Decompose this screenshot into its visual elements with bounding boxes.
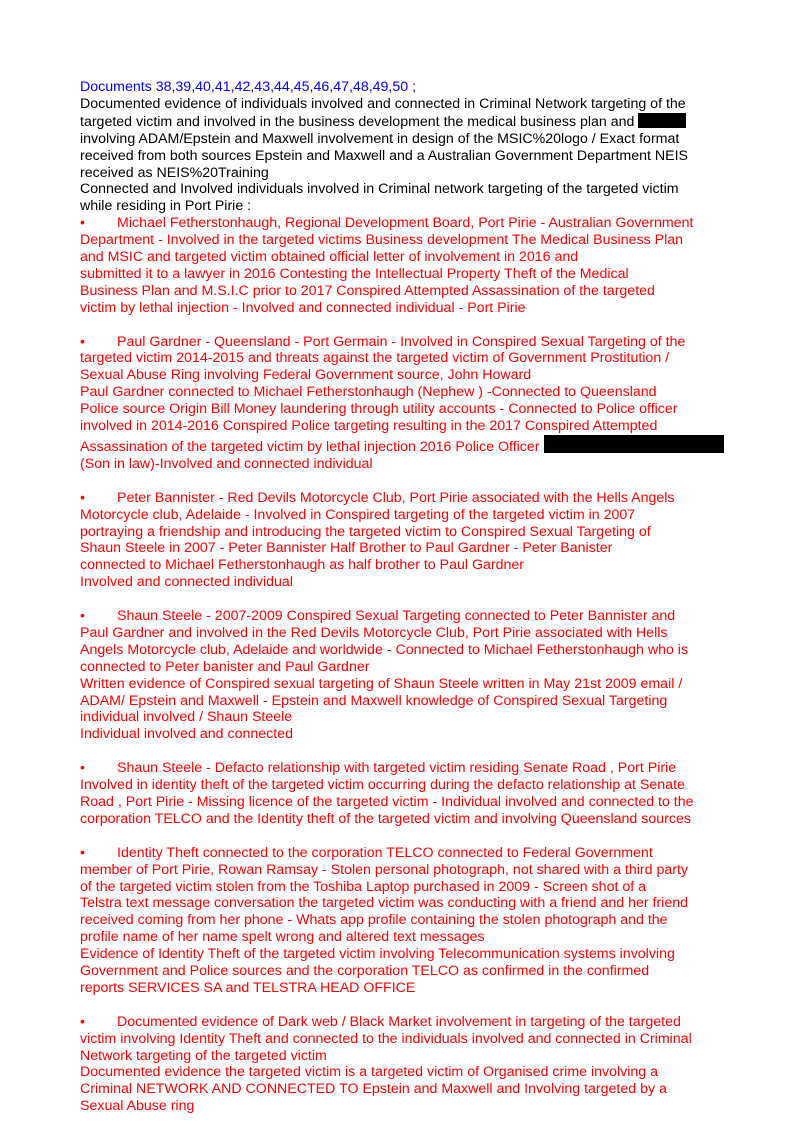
document-heading: Documents 38,39,40,41,42,43,44,45,46,47,48,49,50 ; (80, 79, 417, 95)
entry-line: Individual involved and connected (80, 726, 293, 743)
bullet-line: • Identity Theft connected to the corporation TELCO connected to Federal Government (80, 844, 653, 861)
entry-identity-theft (80, 845, 740, 997)
bullet-icon: • (80, 1013, 85, 1030)
entry-line: of the targeted victim stolen from the Toshiba Laptop purchased in 2009 - Screen shot of a (80, 878, 647, 895)
intro-line: Connected and Involved individuals involved in Criminal network targeting of the targeted victim (80, 181, 679, 198)
entry-line: victim by lethal injection - Involved and connected individual - Port Pirie (80, 299, 526, 316)
entry-line: involved in 2014-2016 Conspired Police targeting resulting in the 2017 Conspired Attempted (80, 418, 658, 435)
entry-line: Documented evidence the targeted victim is a targeted victim of Organised crime involving a (80, 1064, 659, 1081)
entry-dark-web (80, 1014, 740, 1115)
entry-shaun-steele-targeting (80, 608, 740, 743)
entry-line: portraying a friendship and introducing the targeted victim to Conspired Sexual Targeting of (80, 523, 651, 540)
bullet-line: • Shaun Steele - 2007-2009 Conspired Sexual Targeting connected to Peter Bannister and (80, 608, 676, 625)
intro-line: involving ADAM/Epstein and Maxwell involvement in design of the MSIC%20logo / Exact format (80, 130, 680, 147)
entry-line: submitted it to a lawyer in 2016 Contesting the Intellectual Property Theft of the Medical (80, 265, 629, 282)
redaction-block (638, 113, 686, 128)
entry-line: Shaun Steele in 2007 - Peter Bannister Half Brother to Paul Gardner - Peter Banister (80, 540, 613, 557)
entry-line: received coming from her phone - Whats app profile containing the stolen photograph and the (80, 912, 668, 929)
bullet-icon: • (80, 333, 85, 350)
bullet-icon: • (80, 489, 85, 506)
entry-line: profile name of her name spelt wrong and altered text messages (80, 929, 485, 946)
entry-line: corporation TELCO and the Identity theft of the targeted victim and involving Queensland sources (80, 810, 691, 827)
entry-line: Sexual Abuse Ring involving Federal Government source, John Howard (80, 367, 532, 384)
bullet-line: • Michael Fetherstonhaugh, Regional Development Board, Port Pirie - Australian Government (80, 215, 694, 232)
entry-line: and MSIC and targeted victim obtained official letter of involvement in 2016 and (80, 249, 579, 266)
entry-line: Network targeting of the targeted victim (80, 1047, 327, 1064)
intro-line: while residing in Port Pirie : (80, 198, 252, 215)
entry-line: Assassination of the targeted victim by lethal injection 2016 Police Officer (80, 435, 740, 456)
bullet-line: • Documented evidence of Dark web / Black Market involvement in targeting of the targeted (80, 1013, 681, 1030)
entry-line: Criminal NETWORK AND CONNECTED TO Epstein and Maxwell and Involving targeted by a (80, 1081, 667, 1098)
entry-line: Paul Gardner and involved in the Red Devils Motorcycle Club, Port Pirie associated with Hells (80, 624, 668, 641)
entry-line: victim involving Identity Theft and connected to the individuals involved and connected in Criminal (80, 1030, 692, 1047)
intro-line: Documented evidence of individuals involved and connected in Criminal Network targeting of the (80, 95, 686, 112)
entry-line: Angels Motorcycle club, Adelaide and worldwide - Connected to Michael Fetherstonhaugh who is (80, 641, 689, 658)
bullet-icon: • (80, 844, 85, 861)
entry-line: Involved and connected individual (80, 574, 293, 591)
document-page (80, 79, 740, 1115)
entry-line: individual involved / Shaun Steele (80, 709, 293, 726)
entry-line: connected to Peter banister and Paul Gardner (80, 658, 370, 675)
entry-line: reports SERVICES SA and TELSTRA HEAD OFFICE (80, 979, 416, 996)
bullet-icon: • (80, 608, 85, 625)
bullet-line: • Paul Gardner - Queensland - Port Germain - Involved in Conspired Sexual Targeting of the (80, 333, 686, 350)
entry-line: Involved in identity theft of the targeted victim occurring during the defacto relationship at Senate (80, 777, 685, 794)
entry-line: Police source Origin Bill Money laundering through utility accounts - Connected to Police officer (80, 401, 678, 418)
bullet-icon: • (80, 215, 85, 232)
redaction-block (544, 435, 724, 453)
entry-line: Government and Police sources and the corporation TELCO as confirmed in the confirmed (80, 963, 650, 980)
entry-line: Written evidence of Conspired sexual targeting of Shaun Steele written in May 21st 2009 email / (80, 675, 683, 692)
entry-line: ADAM/ Epstein and Maxwell - Epstein and Maxwell knowledge of Conspired Sexual Targeting (80, 692, 668, 709)
intro-line: received as NEIS%20Training (80, 164, 269, 181)
intro-line: targeted victim and involved in the business development the medical business plan and (80, 113, 740, 131)
entry-shaun-steele-defacto (80, 760, 740, 828)
entry-michael-fetherstonhaugh (80, 215, 740, 316)
entry-line: connected to Michael Fetherstonhaugh as half brother to Paul Gardner (80, 557, 525, 574)
entry-line: (Son in law)-Involved and connected individual (80, 455, 373, 472)
bullet-icon: • (80, 760, 85, 777)
entry-line: member of Port Pirie, Rowan Ramsay - Stolen personal photograph, not shared with a third party (80, 861, 688, 878)
bullet-line: • Peter Bannister - Red Devils Motorcycle Club, Port Pirie associated with the Hells Angels (80, 489, 675, 506)
entry-line: targeted victim 2014-2015 and threats against the targeted victim of Government Prostitution / (80, 350, 670, 367)
entry-line: Motorcycle club, Adelaide - Involved in Conspired targeting of the targeted victim in 2007 (80, 506, 636, 523)
entry-peter-bannister (80, 490, 740, 591)
entry-line: Evidence of Identity Theft of the targeted victim involving Telecommunication systems involving (80, 946, 675, 963)
entry-line: Road , Port Pirie - Missing licence of the targeted victim - Individual involved and connected to the (80, 794, 694, 810)
bullet-line: • Shaun Steele - Defacto relationship with targeted victim residing Senate Road , Port Pirie (80, 760, 677, 777)
entry-line: Paul Gardner connected to Michael Fetherstonhaugh (Nephew ) -Connected to Queensland (80, 384, 657, 401)
entry-line: Business Plan and M.S.I.C prior to 2017 Conspired Attempted Assassination of the targeted (80, 282, 655, 299)
entry-line: Department - Involved in the targeted victims Business development The Medical Business Plan (80, 232, 684, 249)
intro-line: received from both sources Epstein and Maxwell and a Australian Government Department NEIS (80, 147, 688, 164)
entry-paul-gardner (80, 334, 740, 473)
entry-line: Sexual Abuse ring (80, 1098, 195, 1115)
entry-line: Telstra text message conversation the targeted victim was conducting with a friend and her friend (80, 895, 689, 912)
